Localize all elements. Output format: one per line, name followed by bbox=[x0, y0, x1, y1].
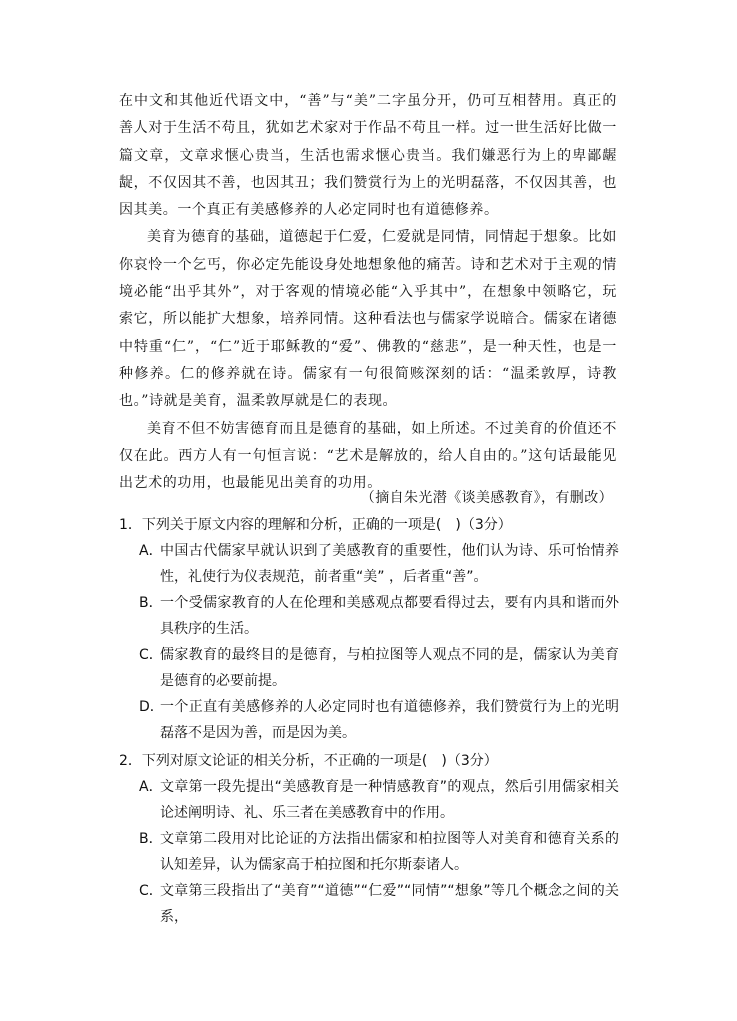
option-letter: A． bbox=[139, 543, 163, 559]
option-a bbox=[139, 774, 619, 826]
option-c bbox=[139, 878, 619, 930]
option-a bbox=[139, 538, 619, 590]
option-letter: B． bbox=[139, 831, 163, 847]
option-text: 文章第三段指出了“美育”“道德”“仁爱”“同情”“想象”等几个概念之间的关系， bbox=[160, 883, 619, 925]
option-d bbox=[139, 694, 619, 746]
option-text: 儒家教育的最终目的是德育，与柏拉图等人观点不同的是，儒家认为美育是德育的必要前提。 bbox=[160, 647, 619, 689]
passage bbox=[119, 88, 617, 497]
option-text: 一个正直有美感修养的人必定同时也有道德修养，我们赞赏行为上的光明磊落不是因为善，而是因为美。 bbox=[160, 699, 619, 741]
passage-source: （摘自朱光潜《谈美感教育》，有删改） bbox=[360, 490, 613, 506]
passage-paragraph-1: 在中文和其他近代语文中，“善”与“美”二字虽分开，仍可互相替用。真正的善人对于生活不苟且，犹如艺术家对于作品不苟且一样。过一世生活好比做一篇文章，文章求惬心贵当，生活也需求惬心贵当。我们嫌恶行为上的卑鄙龌龊，不仅因其不善，也因其丑；我们赞赏行为上的光明磊落，不仅因其善，也因其美。一个真正有美感修养的人必定同时也有道德修养。 bbox=[119, 93, 617, 219]
question-stem: 2．下列对原文论证的相关分析，不正确的一项是( )（3分） bbox=[119, 753, 498, 769]
option-letter: B． bbox=[139, 595, 163, 611]
option-b bbox=[139, 590, 619, 642]
option-text: 文章第二段用对比论证的方法指出儒家和柏拉图等人对美育和德育关系的认知差异，认为儒家高于柏拉图和托尔斯泰诸人。 bbox=[160, 831, 619, 873]
option-letter: C． bbox=[139, 647, 163, 663]
passage-paragraph-2: 美育为德育的基础，道德起于仁爱，仁爱就是同情，同情起于想象。比如你哀怜一个乞丐，你必定先能设身处地想象他的痛苦。诗和艺术对于主观的情境必能“出乎其外”，对于客观的情境必能“入乎其中”，在想象中领略它，玩索它，所以能扩大想象，培养同情。这种看法也与儒家学说暗合。儒家在诸德中特重“仁”，“仁”近于耶稣教的“爱”、佛教的“慈悲”，是一种天性，也是一种修养。仁的修养就在诗。儒家有一句很简赅深刻的话：“温柔敦厚，诗教也。”诗就是美育，温柔敦厚就是仁的表现。 bbox=[119, 229, 617, 410]
option-letter: D． bbox=[139, 699, 164, 715]
question-1 bbox=[119, 512, 619, 746]
question-2 bbox=[119, 748, 619, 930]
option-b bbox=[139, 826, 619, 878]
question-stem: 1．下列关于原文内容的理解和分析，正确的一项是( )（3分） bbox=[119, 517, 512, 533]
option-text: 文章第一段先提出“美感教育是一种情感教育”的观点，然后引用儒家相关论述阐明诗、礼、乐三者在美感教育中的作用。 bbox=[160, 779, 619, 821]
option-letter: C． bbox=[139, 883, 163, 899]
option-letter: A． bbox=[139, 779, 163, 795]
option-text: 一个受儒家教育的人在伦理和美感观点都要看得过去，要有内具和谐而外具秩序的生活。 bbox=[160, 595, 619, 637]
passage-paragraph-3: 美育不但不妨害德育而且是德育的基础，如上所述。不过美育的价值还不仅在此。西方人有一句恒言说：“艺术是解放的，给人自由的。”这句话最能见出艺术的功用，也最能见出美育的功用。 bbox=[119, 420, 617, 492]
option-c bbox=[139, 642, 619, 694]
option-text: 中国古代儒家早就认识到了美感教育的重要性，他们认为诗、乐可怡情养性，礼使行为仪表规范，前者重“美” ，后者重“善”。 bbox=[160, 543, 619, 585]
